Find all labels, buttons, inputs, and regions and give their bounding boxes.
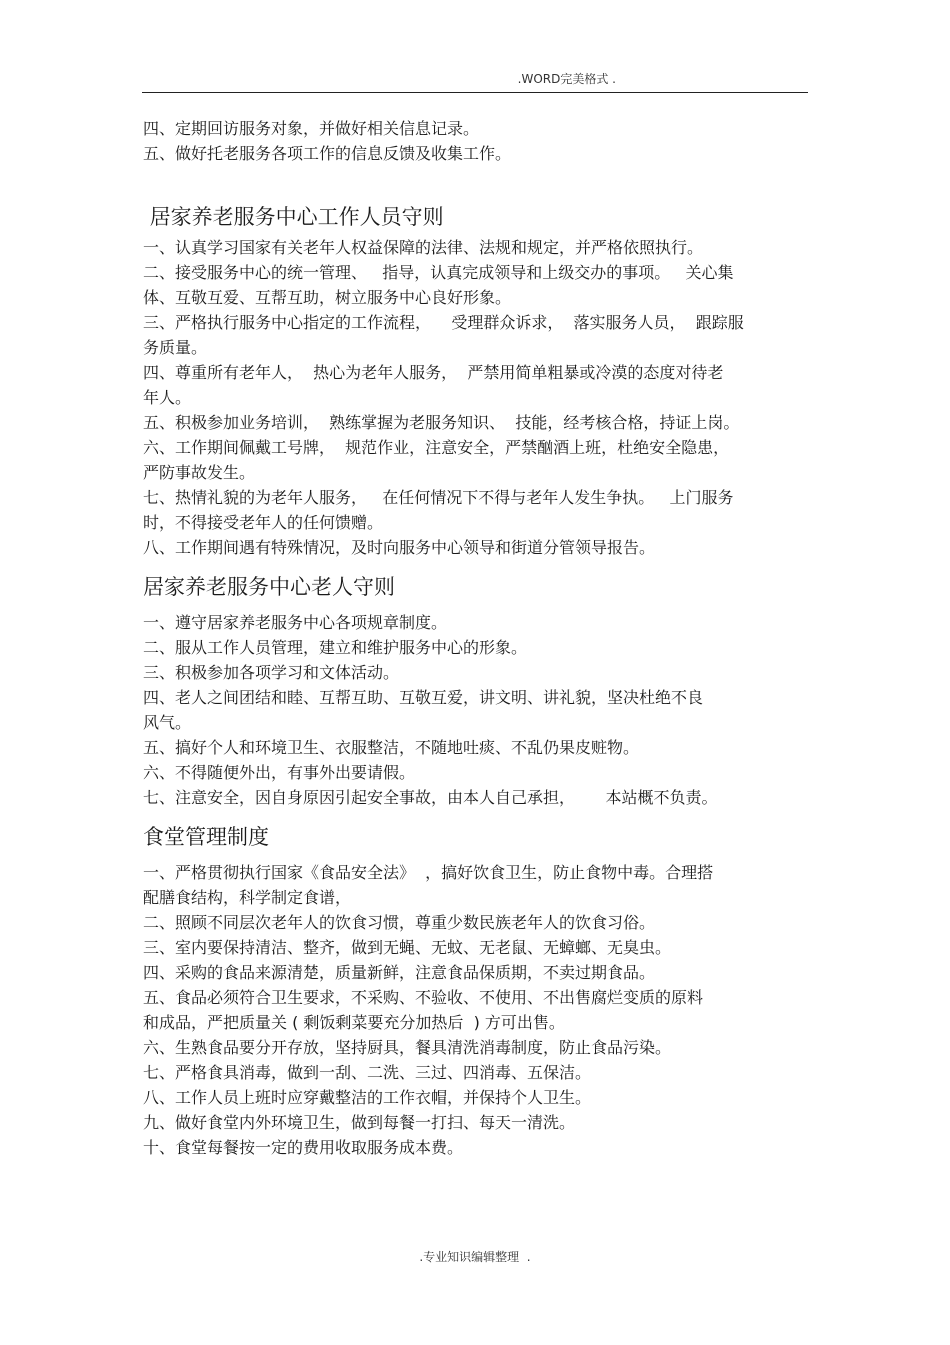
paragraph-line: 一、遵守居家养老服务中心各项规章制度。 [143, 613, 448, 632]
paragraph-line: 八、工作期间遇有特殊情况，及时向服务中心领导和街道分管领导报告。 [143, 538, 656, 557]
paragraph-line: 年人。 [143, 388, 192, 407]
section-canteen-rules [143, 822, 811, 1160]
paragraph-line: 四、老人之间团结和睦、互帮互助、互敬互爱，讲文明、讲礼貌，坚决杜绝不良 [143, 688, 704, 707]
paragraph-line: 七、严格食具消毒，做到一刮、二洗、三过、四消毒、五保洁。 [143, 1063, 592, 1082]
document-body [143, 116, 811, 1160]
paragraph-line: 三、积极参加各项学习和文体活动。 [143, 663, 400, 682]
paragraph-line: 一、严格贯彻执行国家《食品安全法》 ，搞好饮食卫生，防止食物中毒。合理搭 [143, 863, 714, 882]
paragraph-line: 八、工作人员上班时应穿戴整洁的工作衣帽，并保持个人卫生。 [143, 1088, 592, 1107]
section-title: 居家养老服务中心工作人员守则 [143, 205, 444, 229]
paragraph-line: 时，不得接受老年人的任何馈赠。 [143, 513, 384, 532]
section-title: 居家养老服务中心老人守则 [143, 575, 395, 599]
paragraph-line: 五、积极参加业务培训， 熟练掌握为老服务知识、 技能，经考核合格，持证上岗。 [143, 413, 740, 432]
paragraph-line: 体、互敬互爱、互帮互助，树立服务中心良好形象。 [143, 288, 512, 307]
paragraph-line: 二、服从工作人员管理，建立和维护服务中心的形象。 [143, 638, 528, 657]
paragraph-line: 和成品，严把质量关 ( 剩饭剩菜要充分加热后 ) 方可出售。 [143, 1013, 565, 1032]
paragraph-line: 二、接受服务中心的统一管理、 指导，认真完成领导和上级交办的事项。 关心集 [143, 263, 734, 282]
paragraph-line: 风气。 [143, 713, 192, 732]
section-staff-rules [143, 202, 811, 560]
paragraph-line: 五、搞好个人和环境卫生、衣服整洁，不随地吐痰、不乱仍果皮赃物。 [143, 738, 640, 757]
page-header [142, 68, 808, 93]
paragraph-line: 四、定期回访服务对象，并做好相关信息记录。 [143, 119, 480, 138]
paragraph-line: 十、食堂每餐按一定的费用收取服务成本费。 [143, 1138, 464, 1157]
section-elder-rules [143, 572, 811, 810]
paragraph-line: 六、工作期间佩戴工号牌， 规范作业，注意安全，严禁酗酒上班，杜绝安全隐患， [143, 438, 730, 457]
header-text: .WORD完美格式 . [517, 72, 616, 86]
paragraph-line: 配膳食结构，科学制定食谱， [143, 888, 352, 907]
paragraph-line: 务质量。 [143, 338, 208, 357]
paragraph-line: 六、不得随便外出，有事外出要请假。 [143, 763, 416, 782]
paragraph-line: 四、采购的食品来源清楚，质量新鲜，注意食品保质期，不卖过期食品。 [143, 963, 656, 982]
section-title: 食堂管理制度 [143, 825, 269, 849]
paragraph-line: 三、严格执行服务中心指定的工作流程， 受理群众诉求， 落实服务人员， 跟踪服 [143, 313, 744, 332]
paragraph-line: 七、热情礼貌的为老年人服务， 在任何情况下不得与老年人发生争执。 上门服务 [143, 488, 734, 507]
paragraph-line: 七、注意安全，因自身原因引起安全事故，由本人自己承担， 本站概不负责。 [143, 788, 718, 807]
paragraph-line: 四、尊重所有老年人， 热心为老年人服务， 严禁用简单粗暴或冷漠的态度对待老 [143, 363, 724, 382]
paragraph-line: 一、认真学习国家有关老年人权益保障的法律、法规和规定，并严格依照执行。 [143, 238, 704, 257]
paragraph-line: 三、室内要保持清洁、整齐，做到无蝇、无蚊、无老鼠、无蟑螂、无臭虫。 [143, 938, 672, 957]
intro-block [143, 116, 811, 166]
page-footer: .专业知识编辑整理 . [419, 1250, 531, 1264]
paragraph-line: 二、照顾不同层次老年人的饮食习惯，尊重少数民族老年人的饮食习俗。 [143, 913, 656, 932]
paragraph-line: 五、食品必须符合卫生要求，不采购、不验收、不使用、不出售腐烂变质的原料 [143, 988, 704, 1007]
paragraph-line: 五、做好托老服务各项工作的信息反馈及收集工作。 [143, 144, 512, 163]
paragraph-line: 严防事故发生。 [143, 463, 256, 482]
paragraph-line: 六、生熟食品要分开存放，坚持厨具，餐具清洗消毒制度，防止食品污染。 [143, 1038, 672, 1057]
paragraph-line: 九、做好食堂内外环境卫生，做到每餐一打扫、每天一清洗。 [143, 1113, 576, 1132]
